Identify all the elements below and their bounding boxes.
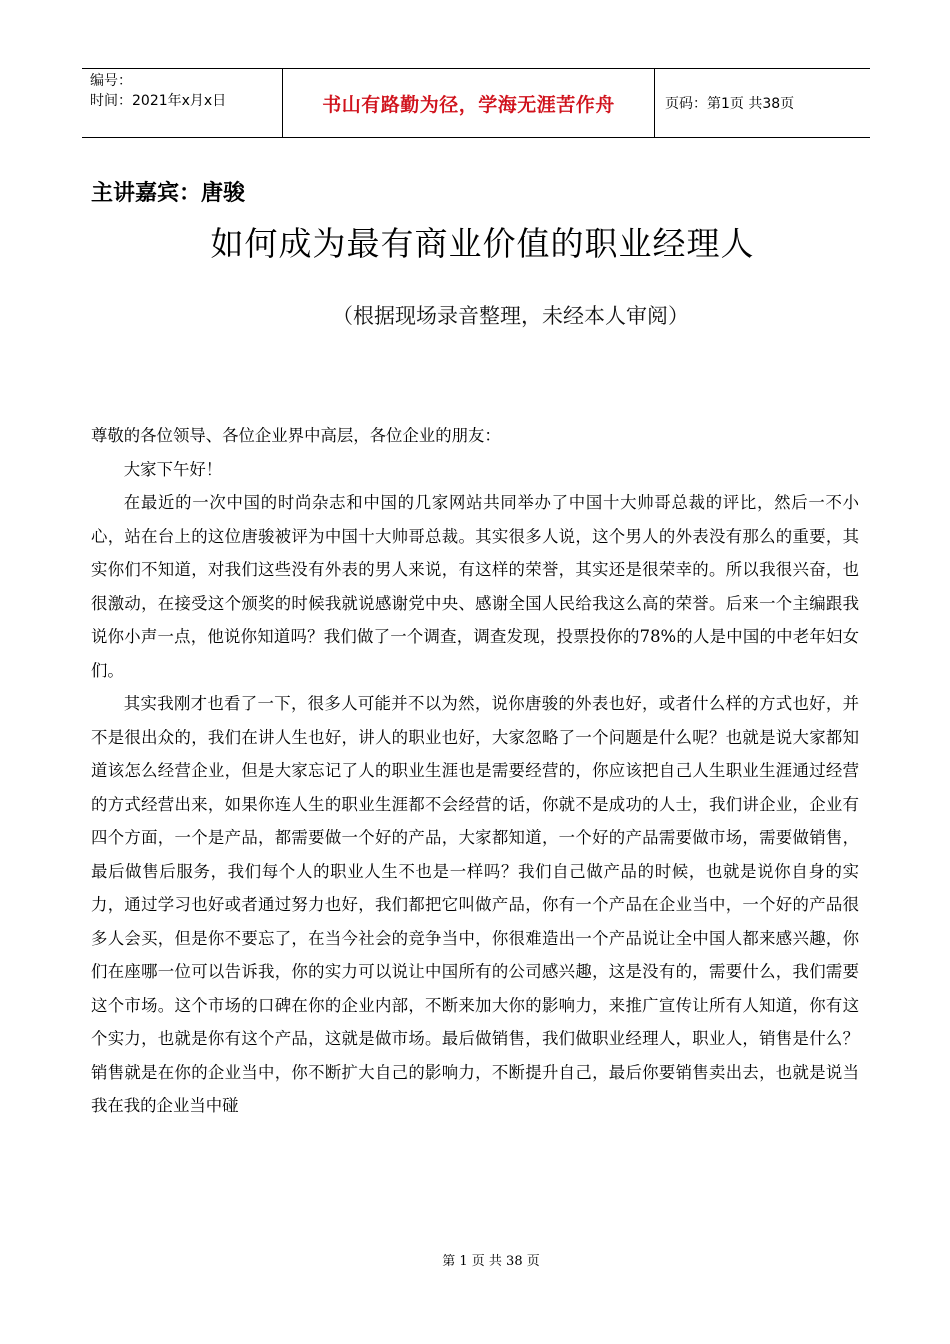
header-date-label: 时间：2021年x月x日 — [90, 93, 227, 109]
page-title: 如何成为最有商业价值的职业经理人 — [210, 224, 755, 263]
speaker-line: 主讲嘉宾：唐骏 — [91, 181, 246, 206]
paragraph-greeting: 大家下午好！ — [123, 459, 223, 479]
body-text — [91, 419, 859, 1123]
paragraph-body: 在最近的一次中国的时尚杂志和中国的几家网站共同举办了中国十大帅哥总裁的评比，然后一不小心，站在台上的这位唐骏被评为中国十大帅哥总裁。其实很多人说，这个男人的外表没有那么的重要，其实你们不知道，对我们这些没有外表的男人来说，有这样的荣誉，其实还是很荣幸的。所以我很兴奋，也很激动，在接受这个颁奖的时候我就说感谢党中央、感谢全国人民给我这么高的荣誉。后来一个主编跟我说你小声一点，他说你知道吗？我们做了一个调查，调查发现，投票投你的78%的人是中国的中老年妇女们。 — [91, 493, 859, 680]
page-subtitle: （根据现场录音整理，未经本人审阅） — [332, 304, 689, 328]
document-header — [82, 68, 870, 138]
header-page-info: 页码：第1页 共38页 — [665, 96, 795, 112]
page-footer: 第 1 页 共 38 页 — [442, 1254, 540, 1269]
header-meta — [82, 69, 282, 137]
header-motto: 书山有路勤为径，学海无涯苦作舟 — [282, 69, 655, 137]
paragraph-salutation: 尊敬的各位领导、各位企业界中高层，各位企业的朋友： — [91, 426, 501, 445]
header-number-label: 编号： — [90, 73, 132, 89]
paragraph-body: 其实我刚才也看了一下，很多人可能并不以为然，说你唐骏的外表也好，或者什么样的方式也好，并不是很出众的，我们在讲人生也好，讲人的职业也好，大家忽略了一个问题是什么呢？也就是说大家都知道该怎么经营企业，但是大家忘记了人的职业生涯也是需要经营的，你应该把自己人生职业生涯通过经营的方式经营出来，如果你连人生的职业生涯都不会经营的话，你就不是成功的人士，我们讲企业，企业有四个方面，一个是产品，都需要做一个好的产品，大家都知道，一个好的产品需要做市场，需要做销售，最后做售后服务，我们每个人的职业人生不也是一样吗？我们自己做产品的时候，也就是说你自身的实力，通过学习也好或者通过努力也好，我们都把它叫做产品，你有一个产品在企业当中，一个好的产品很多人会买，但是你不要忘了，在当今社会的竞争当中，你很难造出一个产品说让全中国人都来感兴趣，你们在座哪一位可以告诉我，你的实力可以说让中国所有的公司感兴趣，这是没有的，需要什么，我们需要这个市场。这个市场的口碑在你的企业内部，不断来加大你的影响力，来推广宣传让所有人知道，你有这个实力，也就是你有这个产品，这就是做市场。最后做销售，我们做职业经理人，职业人，销售是什么？销售就是在你的企业当中，你不断扩大自己的影响力，不断提升自己，最后你要销售卖出去，也就是说当我在我的企业当中碰 — [91, 694, 859, 1115]
